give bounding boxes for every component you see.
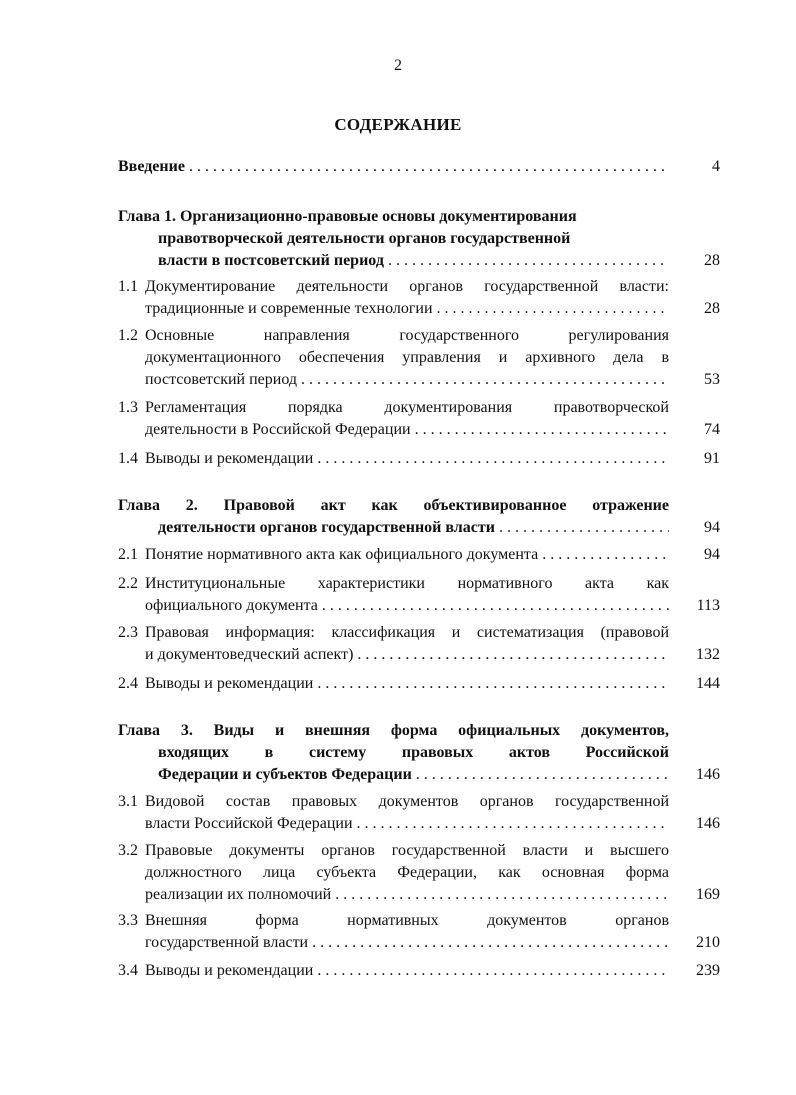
chapter-title-line: Организационно-правовые основы документирования (180, 208, 577, 225)
section-title-line: Понятие нормативного акта как официального документа (145, 546, 539, 563)
toc-title: СОДЕРЖАНИЕ (334, 115, 462, 134)
toc-section-1-4[interactable] (118, 448, 720, 470)
toc-section-3-1[interactable] (118, 791, 720, 835)
toc-section-2-2[interactable] (118, 573, 720, 617)
toc-page-number: 132 (696, 646, 720, 663)
section-number: 3.2 (118, 842, 138, 859)
section-title-line: Основные направления государственного регулирования (145, 327, 669, 344)
page-number: 2 (394, 57, 402, 74)
toc-page-number: 91 (704, 450, 720, 467)
section-title-line: Выводы и рекомендации (145, 675, 314, 692)
section-number: 2.4 (118, 675, 138, 692)
section-title-line: Институциональные характеристики нормативного акта как (145, 575, 669, 592)
section-title-line: Внешняя форма нормативных документов органов (145, 912, 669, 929)
toc-intro-title: Введение (118, 158, 185, 175)
toc-page-number: 113 (696, 597, 720, 614)
toc-section-3-4[interactable] (118, 960, 720, 982)
toc-page-number: 28 (704, 252, 720, 269)
section-number: 1.3 (118, 399, 138, 416)
section-title-line: Выводы и рекомендации (145, 962, 314, 979)
section-number: 1.4 (118, 450, 138, 467)
section-title-line: реализации их полномочий (145, 886, 332, 903)
toc-section-2-4[interactable] (118, 673, 720, 695)
section-title-line: власти Российской Федерации (145, 815, 353, 832)
toc-page-number: 94 (704, 519, 720, 536)
toc-page-number: 74 (704, 421, 720, 438)
toc-section-1-3[interactable] (118, 397, 720, 441)
toc-section-3-2[interactable] (118, 840, 720, 906)
chapter-title-line: власти в постсоветский период (158, 252, 384, 269)
section-number: 2.3 (118, 624, 138, 641)
toc-page-number: 144 (696, 675, 720, 692)
section-title-line: и документоведческий аспект) (145, 646, 354, 663)
toc-page-number: 94 (704, 546, 720, 563)
toc-chapter-1[interactable] (118, 206, 720, 272)
chapter-title-line: Виды и внешняя форма официальных документов, (213, 722, 669, 739)
section-title-line: Регламентация порядка документирования правотворческой (145, 399, 669, 416)
toc-page-number: 169 (696, 886, 720, 903)
chapter-label: Глава 2. (118, 497, 198, 514)
section-title-line: Правовые документы органов государственной власти и высшего (145, 842, 669, 859)
toc-section-1-2[interactable] (118, 325, 720, 391)
toc-section-2-1[interactable] (118, 544, 720, 566)
section-number: 1.2 (118, 327, 138, 344)
section-title-line: традиционные и современные технологии (145, 300, 433, 317)
section-number: 3.4 (118, 962, 138, 979)
toc-page-number: 146 (696, 815, 720, 832)
section-title-line: Правовая информация: классификация и систематизация (правовой (145, 624, 669, 641)
section-title-line: официального документа (145, 597, 318, 614)
section-number: 1.1 (118, 278, 138, 295)
section-number: 3.1 (118, 793, 138, 810)
chapter-title-line: входящих в систему правовых актов Российской (158, 744, 669, 761)
toc-section-3-3[interactable] (118, 910, 720, 954)
toc-section-2-3[interactable] (118, 622, 720, 666)
toc-page-number: 28 (704, 300, 720, 317)
chapter-label: Глава 1. (118, 208, 176, 225)
toc-page-number: 239 (696, 962, 720, 979)
toc-entry-intro[interactable] (118, 156, 720, 178)
toc-page-number: 53 (704, 371, 720, 388)
chapter-label: Глава 3. (118, 722, 193, 739)
section-number: 2.1 (118, 546, 138, 563)
section-title-line: постсоветский период (145, 371, 298, 388)
toc-page-number: 146 (696, 766, 720, 783)
section-title-line: Видовой состав правовых документов органов государственной (145, 793, 669, 810)
section-title-line: государственной власти (145, 934, 309, 951)
section-title-line: деятельности в Российской Федерации (145, 421, 411, 438)
section-title-line: Документирование деятельности органов государственной власти: (145, 278, 669, 295)
section-title-line: Выводы и рекомендации (145, 450, 314, 467)
section-title-line: документационного обеспечения управления и архивного дела в (145, 349, 669, 366)
toc-section-1-1[interactable] (118, 276, 720, 320)
chapter-title-line: Правовой акт как объективированное отражение (223, 497, 669, 514)
chapter-title-line: деятельности органов государственной власти (158, 519, 495, 536)
toc-chapter-3[interactable] (118, 720, 720, 786)
chapter-title-line: правотворческой деятельности органов государственной (158, 230, 571, 247)
section-title-line: должностного лица субъекта Федерации, как основная форма (145, 864, 669, 881)
toc-page-number: 4 (712, 158, 720, 175)
section-number: 3.3 (118, 912, 138, 929)
toc-page-number: 210 (696, 934, 720, 951)
section-number: 2.2 (118, 575, 138, 592)
chapter-title-line: Федерации и субъектов Федерации (158, 766, 412, 783)
toc-chapter-2[interactable] (118, 495, 720, 539)
